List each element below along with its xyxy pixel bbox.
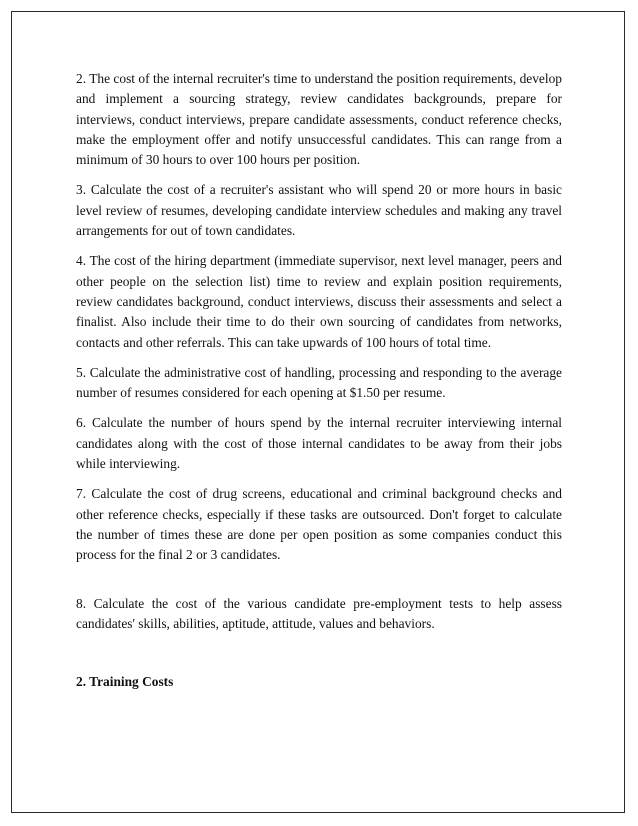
paragraph-background-checks: 7. Calculate the cost of drug screens, educational and criminal background checks and other reference checks, especially if these tasks are outsourced. Don't forget to calculate the number of times these are done per open position as some companies conduct this process for the final 2 or 3 candidates. — [76, 486, 562, 563]
paragraph-administrative-cost: 5. Calculate the administrative cost of handling, processing and responding to the average number of resumes considered for each opening at $1.50 per resume. — [76, 364, 562, 401]
paragraph-recruiter-time: 2. The cost of the internal recruiter's time to understand the position requirements, develop and implement a sourcing strategy, review candidates backgrounds, prepare for interviews, conduct interviews, prepare candidate assessments, conduct reference checks, make the employment offer and notify unsuccessful candidates. This can range from a minimum of 30 hours to over 100 hours per position. — [76, 71, 562, 168]
paragraph-pre-employment-tests: 8. Calculate the cost of the various candidate pre-employment tests to help assess candidates' skills, abilities, aptitude, attitude, values and behaviors. — [76, 595, 562, 631]
paragraph-internal-candidates: 6. Calculate the number of hours spend by the internal recruiter interviewing internal candidates along with the cost of those internal candidates to be away from their jobs while interviewing. — [76, 415, 562, 472]
section-heading-training-costs: 2. Training Costs — [76, 674, 174, 690]
document-body — [76, 69, 562, 692]
paragraph-recruiter-assistant: 3. Calculate the cost of a recruiter's assistant who will spend 20 or more hours in basic level review of resumes, developing candidate interview schedules and making any travel arrangements for out of town candidates. — [76, 182, 562, 239]
paragraph-hiring-department: 4. The cost of the hiring department (immediate supervisor, next level manager, peers and other people on the selection list) time to review and explain position requirements, review candidates background, conduct interviews, discuss their assessments and select a finalist. Also include their time to do their own sourcing of candidates from networks, contacts and other referrals. This can take upwards of 100 hours of total time. — [76, 253, 562, 350]
